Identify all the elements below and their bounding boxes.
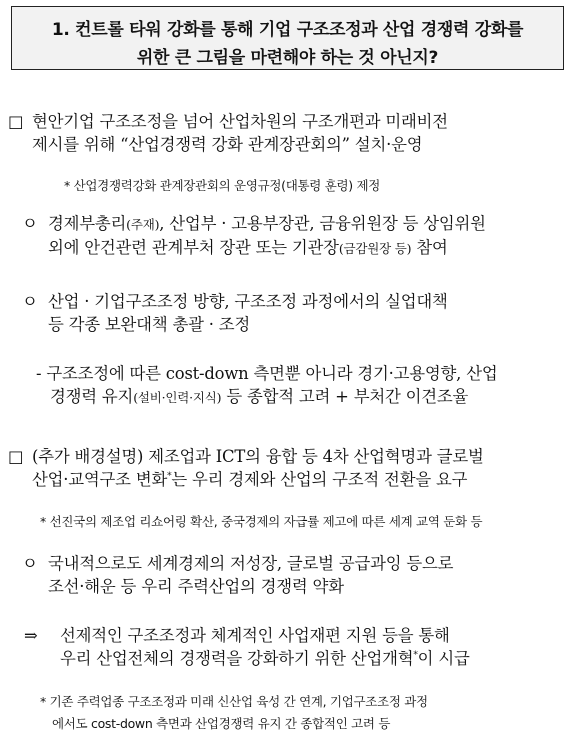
- block3-dash-paragraph: [36, 362, 497, 409]
- block1-paragraph: [32, 110, 448, 156]
- block1-line-2: 제시를 위해 “산업경쟁력 강화 관계장관회의” 설치·운영: [32, 135, 423, 154]
- text: 등 종합적 고려 + 부처간 이견조율: [221, 387, 469, 406]
- title-line-1: 1. 컨트롤 타워 강화를 통해 기업 구조조정과 산업 경쟁력 강화를: [51, 20, 524, 40]
- block6-footnote-line-2: 에서도 cost-down 측면과 산업경쟁력 유지 간 종합적인 고려 등: [52, 716, 391, 731]
- block3-dash-line-1: - 구조조정에 따른 cost-down 측면뿐 아니라 경기·고용영향, 산업: [36, 364, 498, 383]
- text-small: (설비·인력·지식): [133, 390, 222, 405]
- circle-bullet: ㅇ: [22, 292, 38, 311]
- block6-line-2: [60, 647, 470, 670]
- block2-paragraph: [48, 212, 486, 260]
- text-small: (주재): [126, 217, 160, 232]
- text: 외에 안건관련 관계부처 장관 또는 기관장: [48, 238, 339, 257]
- block2-line-2: [48, 236, 486, 260]
- block4-paragraph: [32, 445, 484, 491]
- block6-line-1: 선제적인 구조조정과 체계적인 사업재편 지원 등을 통해: [60, 626, 450, 645]
- title-box: [11, 6, 564, 70]
- text: 경쟁력 유지: [50, 387, 134, 406]
- block3-line-2: 등 각종 보완대책 총괄 · 조정: [48, 315, 251, 334]
- text: , 산업부 · 고용부장관, 금융위원장 등 상임위원: [159, 214, 486, 233]
- text-small: (금감원장 등): [338, 241, 412, 256]
- circle-bullet: ㅇ: [22, 214, 38, 233]
- block1-footnote: * 산업경쟁력강화 관계장관회의 운영규정(대통령 훈령) 제정: [64, 178, 381, 193]
- text: 이 시급: [417, 649, 470, 668]
- title-line-2: 위한 큰 그림을 마련해야 하는 것 아닌지?: [136, 48, 439, 68]
- text: 경제부총리: [48, 214, 127, 233]
- block3-paragraph: [48, 290, 448, 336]
- block4-line-2: [32, 468, 484, 491]
- footnote-marker: *: [413, 650, 418, 661]
- square-bullet: □: [8, 112, 24, 131]
- footnote-marker: *: [167, 471, 172, 482]
- block4-footnote: * 선진국의 제조업 리쇼어링 확산, 중국경제의 자급률 제고에 따른 세계 교역 둔화 등: [40, 514, 483, 529]
- block5-paragraph: [48, 552, 453, 598]
- block2-line-1: [48, 212, 486, 236]
- block1-line-1: 현안기업 구조조정을 넘어 산업차원의 구조개편과 미래비전: [32, 112, 448, 131]
- block5-line-1: 국내적으로도 세계경제의 저성장, 글로벌 공급과잉 등으로: [48, 554, 454, 573]
- block6-footnote-line-1: * 기존 주력업종 구조조정과 미래 신산업 육성 간 연계, 기업구조조정 과정: [40, 694, 428, 709]
- block6-paragraph: [60, 624, 470, 670]
- block3-dash-line-2: [36, 385, 497, 409]
- block4-line-1: (추가 배경설명) 제조업과 ICT의 융합 등 4차 산업혁명과 글로벌: [32, 447, 484, 466]
- text: 는 우리 경제와 산업의 구조적 전환을 요구: [171, 470, 468, 489]
- text: 우리 산업전체의 경쟁력을 강화하기 위한 산업개혁: [60, 649, 414, 668]
- arrow-bullet: ⇒: [24, 626, 38, 645]
- block5-line-2: 조선·해운 등 우리 주력산업의 경쟁력 약화: [48, 577, 344, 596]
- block6-footnote: [40, 694, 428, 732]
- text: 산업·교역구조 변화: [32, 470, 168, 489]
- square-bullet: □: [8, 447, 24, 466]
- circle-bullet: ㅇ: [22, 554, 38, 573]
- block3-line-1: 산업 · 기업구조조정 방향, 구조조정 과정에서의 실업대책: [48, 292, 448, 311]
- text: 참여: [411, 238, 448, 257]
